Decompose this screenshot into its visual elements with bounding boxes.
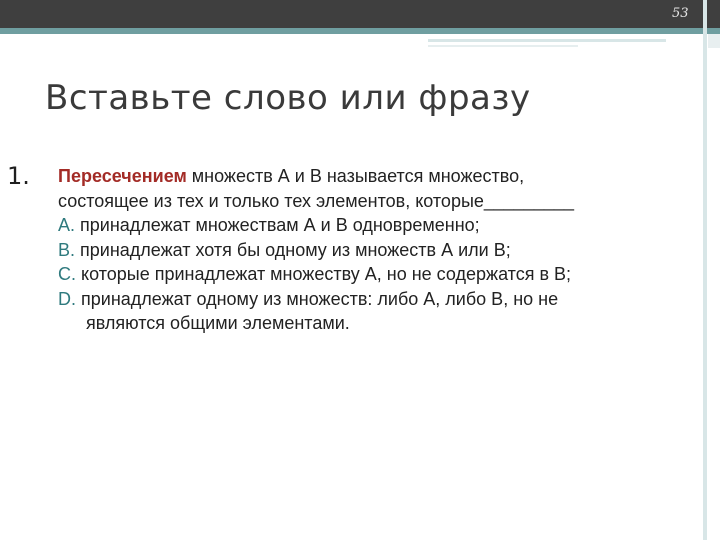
option-c-letter: C. <box>58 264 76 284</box>
option-b <box>58 238 698 263</box>
option-d-letter: D. <box>58 288 76 309</box>
item-number: 1. <box>7 162 30 190</box>
decorative-line <box>428 39 666 42</box>
header-accent-line <box>0 28 720 34</box>
question-line-1-rest: множеств А и В называется множество, <box>186 166 525 186</box>
option-a-letter: A. <box>58 215 76 235</box>
decorative-line-2 <box>428 45 578 47</box>
page-number: 53 <box>672 6 689 21</box>
option-d <box>58 287 698 312</box>
option-a-text: принадлежат множествам А и В одновременно; <box>75 215 480 235</box>
option-d-continuation: являются общими элементами. <box>86 313 350 333</box>
right-accent-block <box>708 34 720 48</box>
option-c <box>58 262 698 287</box>
option-c-text: которые принадлежат множеству А, но не содержатся в В; <box>76 264 572 284</box>
keyword: Пересечением <box>58 166 187 186</box>
slide-title: Вставьте слово или фразу <box>45 78 531 118</box>
option-a <box>58 213 698 238</box>
option-b-text: принадлежат хотя бы одному из множеств А или В; <box>75 239 511 260</box>
question-line-2: состоящее из тех и только тех элементов, которые_________ <box>58 190 574 211</box>
option-b-letter: B. <box>58 239 76 260</box>
top-bar <box>0 0 720 28</box>
right-decorative-bar <box>703 0 707 540</box>
question-line-1 <box>58 164 698 189</box>
option-d-text: принадлежат одному из множеств: либо А, либо В, но не <box>76 288 559 309</box>
question-body <box>58 164 698 336</box>
